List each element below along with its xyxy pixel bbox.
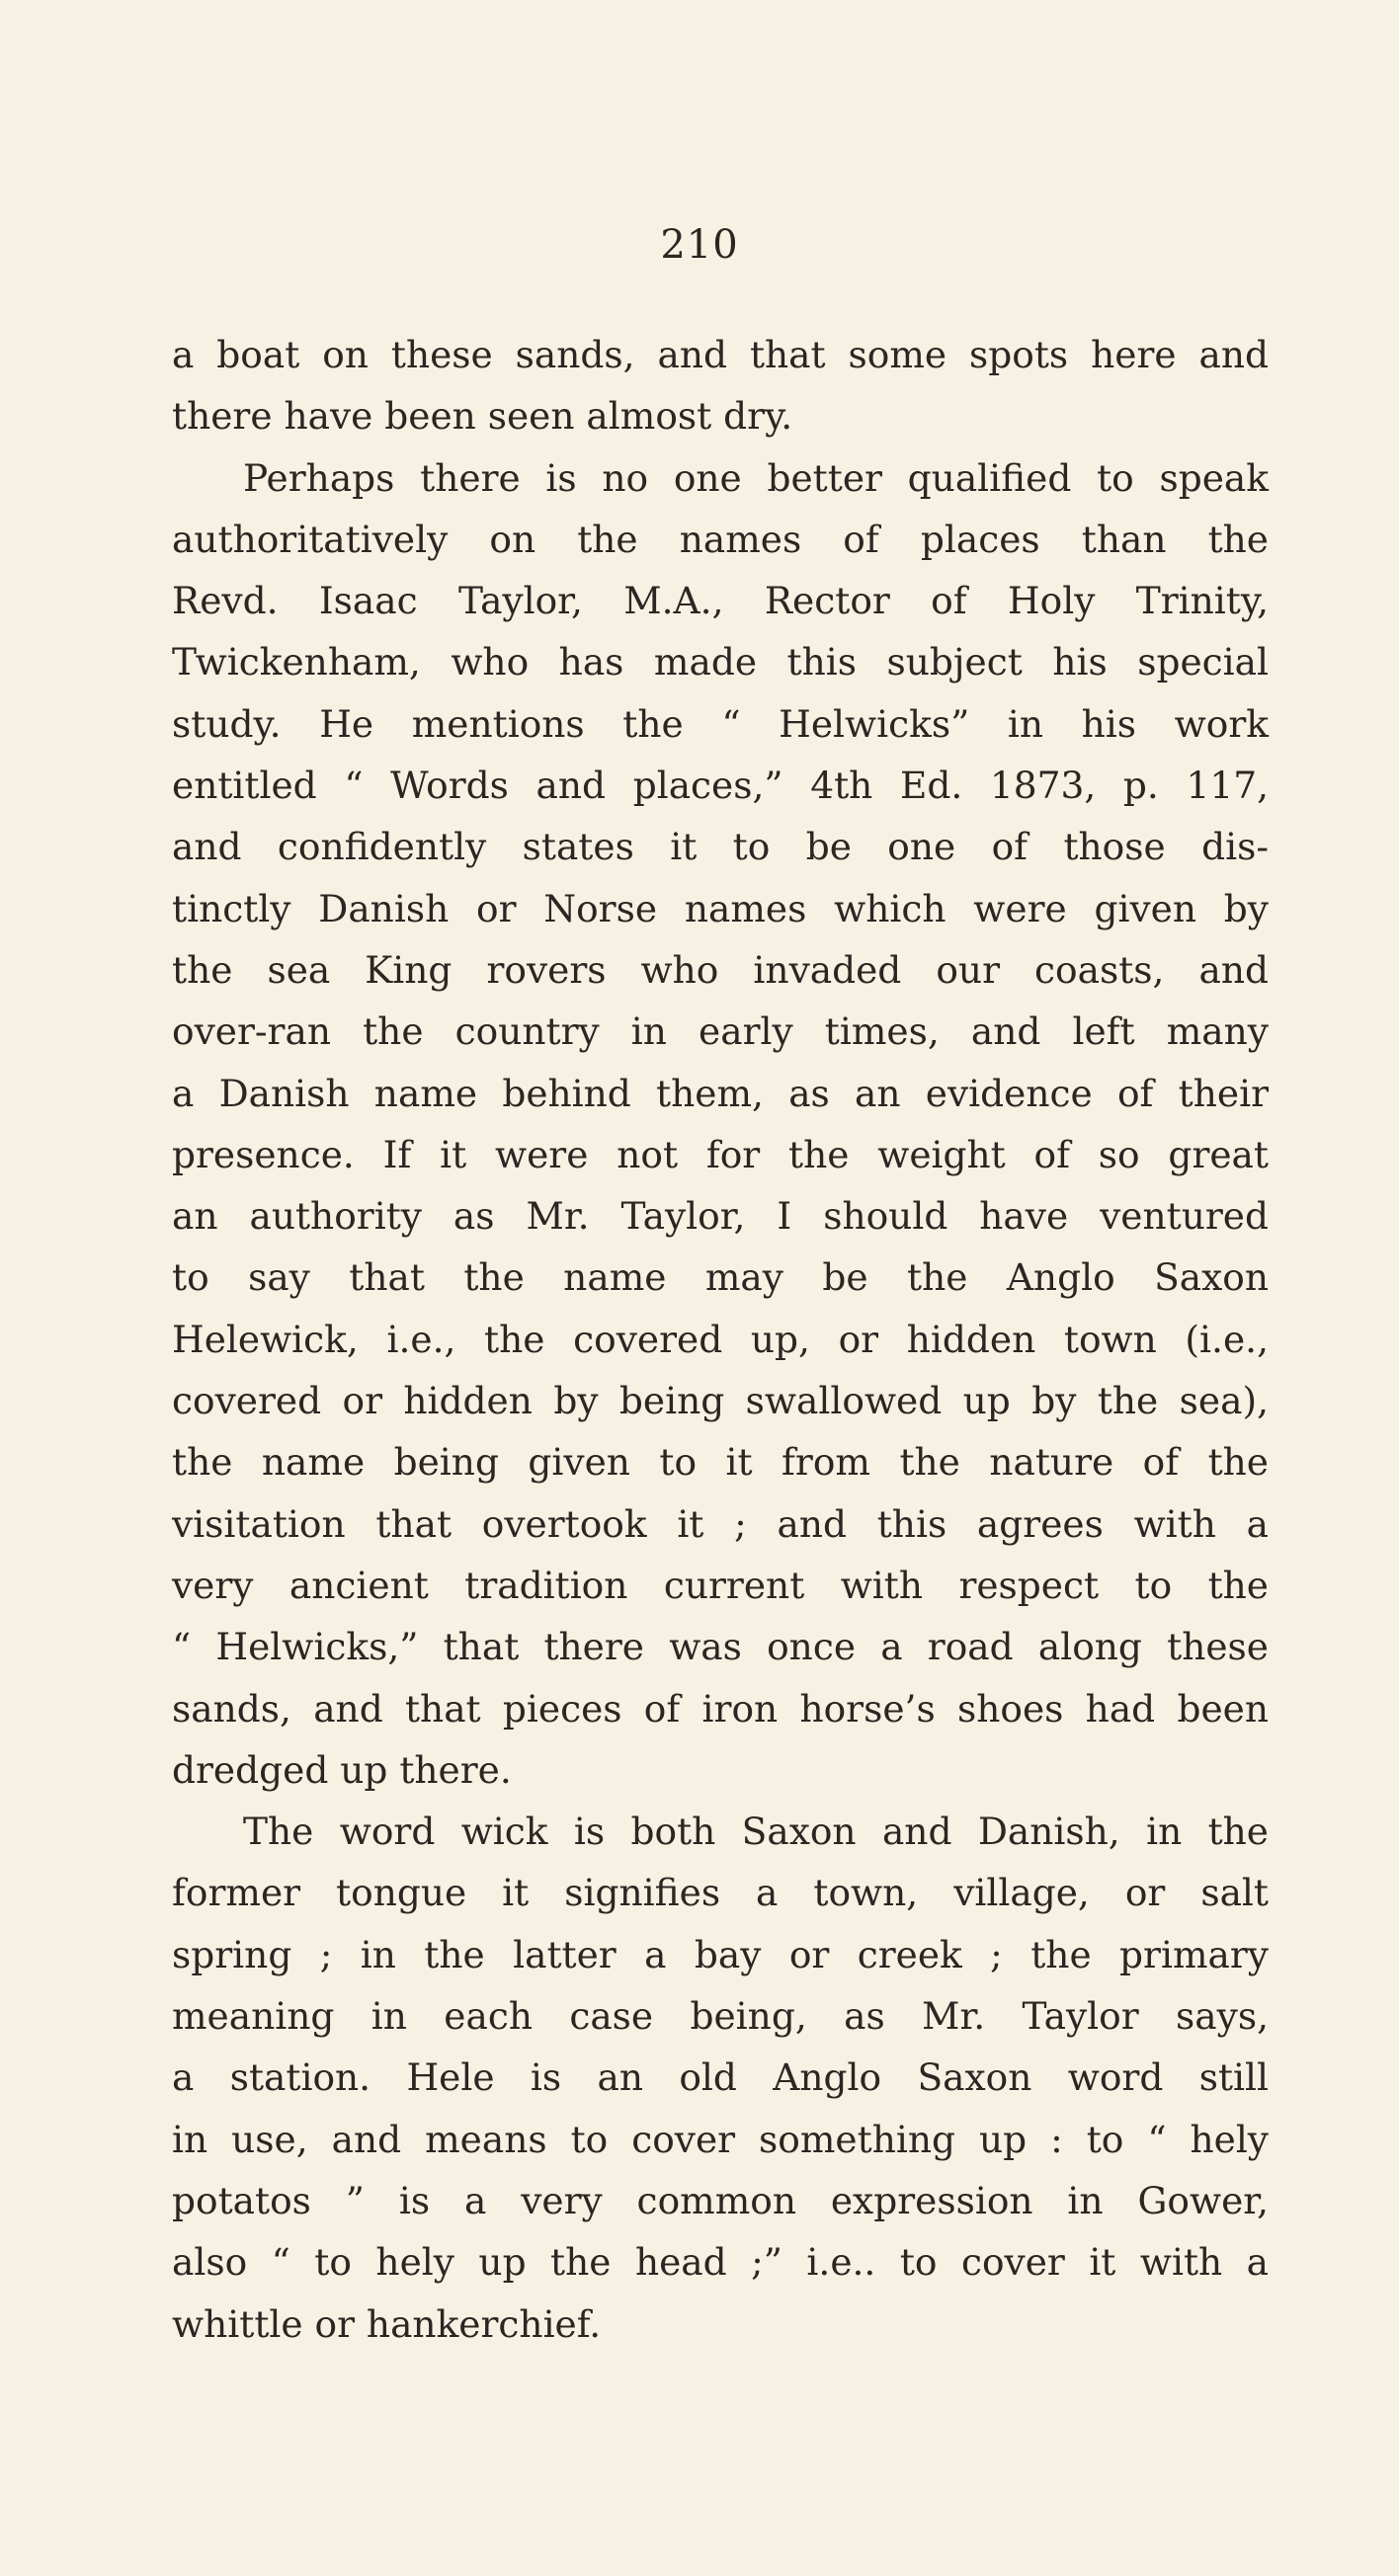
text-line: dredged up there.: [172, 1747, 512, 1792]
text-line: an authority as Mr. Taylor, I should have ventured: [172, 1194, 1269, 1239]
text-line: meaning in each case being, as Mr. Taylor says,: [172, 1994, 1269, 2039]
text-line: Perhaps there is no one better qualified to speak: [243, 455, 1269, 500]
text-line: a boat on these sands, and that some spots here and: [172, 333, 1269, 376]
text-line: a Danish name behind them, as an evidence of their: [172, 1071, 1269, 1115]
text-line: tinctly Danish or Norse names which were given by: [172, 886, 1269, 930]
text-line: The word wick is both Saxon and Danish, in the: [243, 1810, 1269, 1854]
text-line: study. He mentions the “ Helwicks” in his work: [172, 701, 1269, 746]
text-line: sands, and that pieces of iron horse’s shoes had been: [172, 1686, 1269, 1731]
text-line: also “ to hely up the head ;” i.e.. to cover it with a: [172, 2240, 1269, 2285]
text-line: “ Helwicks,” that there was once a road along these: [172, 1625, 1269, 1669]
text-line: potatos ” is a very common expression in Gower,: [172, 2178, 1269, 2222]
text-line: in use, and means to cover something up : to “ hely: [172, 2117, 1269, 2161]
text-line: and confidently states it to be one of those dis-: [172, 825, 1269, 869]
text-line: a station. Hele is an old Anglo Saxon word still: [172, 2055, 1269, 2100]
text-line: former tongue it signifies a town, village, or salt: [172, 1871, 1269, 1915]
text-line: authoritatively on the names of places than the: [172, 517, 1269, 561]
page-number: 210: [660, 222, 739, 268]
text-line: Helewick, i.e., the covered up, or hidden town (i.e.,: [172, 1317, 1269, 1361]
text-line: Revd. Isaac Taylor, M.A., Rector of Holy Trinity,: [172, 579, 1269, 623]
text-line: very ancient tradition current with respect to the: [172, 1563, 1269, 1607]
text-line: whittle or hankerchief.: [172, 2301, 602, 2346]
text-line: the sea King rovers who invaded our coasts, and: [172, 947, 1269, 992]
text-line: spring ; in the latter a bay or creek ; the primary: [172, 1932, 1269, 1976]
text-line: visitation that overtook it ; and this agrees with a: [172, 1501, 1269, 1546]
text-line: entitled “ Words and places,” 4th Ed. 1873, p. 117,: [172, 764, 1269, 808]
text-line: presence. If it were not for the weight of so great: [172, 1132, 1269, 1176]
text-line: there have been seen almost dry.: [172, 394, 793, 439]
text-line: Twickenham, who has made this subject his special: [172, 640, 1269, 684]
text-line: to say that the name may be the Anglo Saxon: [172, 1255, 1269, 1300]
body-text: [172, 324, 1269, 2355]
text-line: the name being given to it from the nature of the: [172, 1440, 1269, 1485]
text-line: over-ran the country in early times, and left many: [172, 1009, 1269, 1054]
text-line: covered or hidden by being swallowed up by the sea),: [172, 1379, 1269, 1423]
